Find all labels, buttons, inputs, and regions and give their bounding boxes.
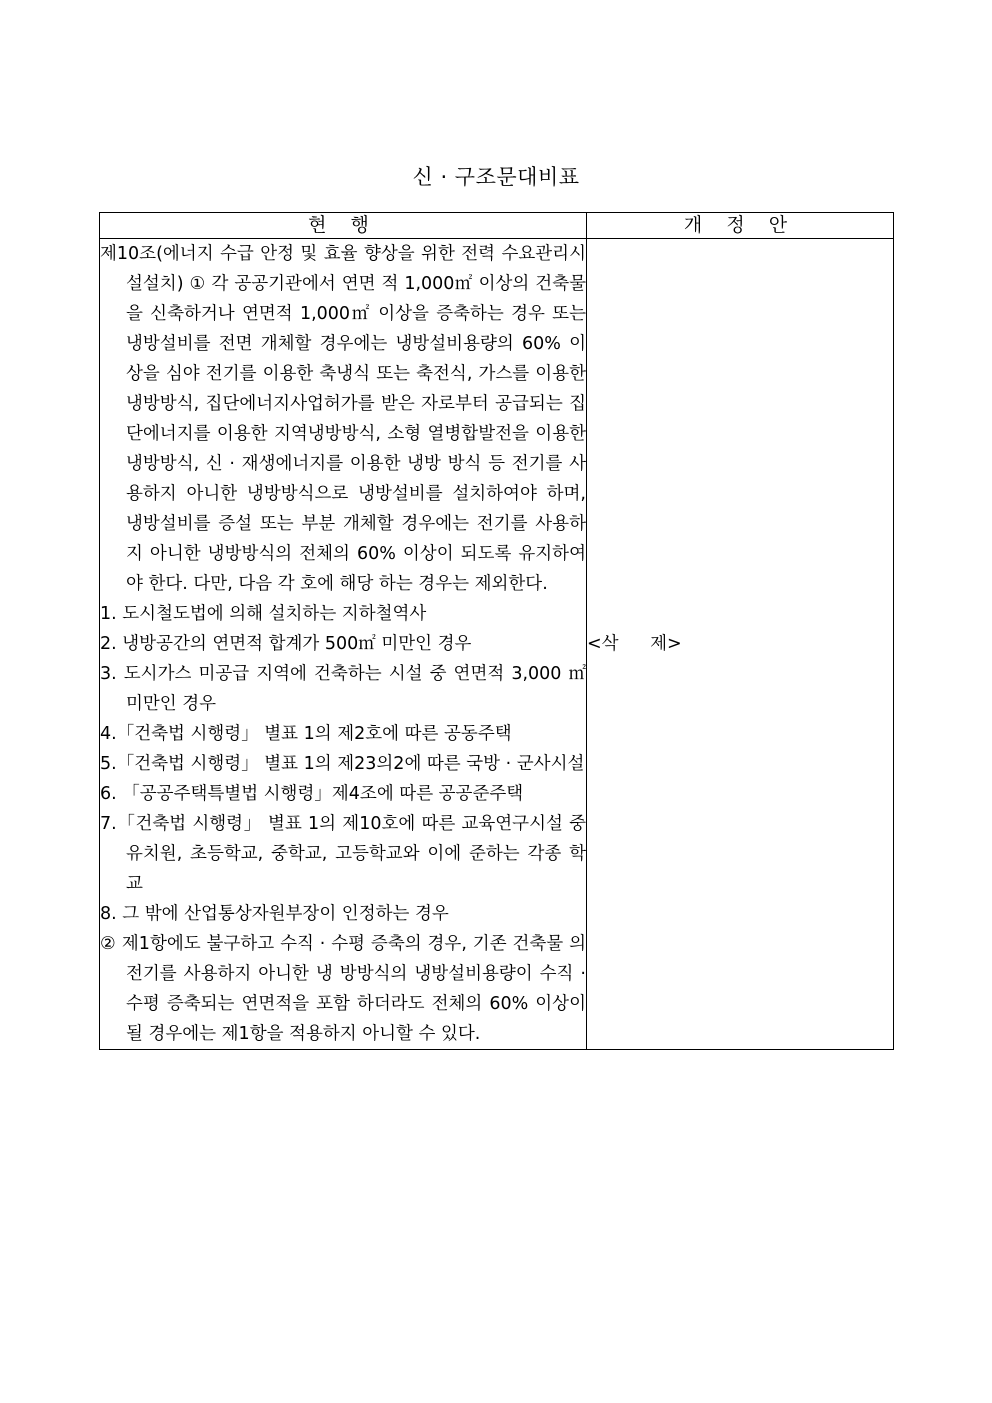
proposed-text-cell bbox=[587, 239, 894, 1050]
current-text-cell bbox=[100, 239, 587, 1050]
article-10-paragraph-1: 제10조(에너지 수급 안정 및 효율 향상을 위한 전력 수요관리시설설치) ① 각 공공기관에서 연면 적 1,000㎡ 이상의 건축물을 신축하거나 연면적 1,000㎡ 이상을 증축하는 경우 또는 냉방설비를 전면 개체할 경우에는 냉방설비용량의 60% 이상을 심야 전기를 이용한 축냉식 또는 축전식, 가스를 이용한 냉방방식, 집단에너지사업허가를 받은 자로부터 공급되는 집단에너지를 이용한 지역냉방방식, 소형 열병합발전을 이용한 냉방방식, 신 · 재생에너지를 이용한 냉방 방식 등 전기를 사용하지 아니한 냉방방식으로 냉방설비를 설치하여야 하며, 냉방설비를 증설 또는 부분 개체할 경우에는 전기를 사용하지 아니한 냉방방식의 전체의 60% 이상이 되도록 유지하여야 한다. 다만, 다음 각 호에 해당 하는 경우는 제외한다. bbox=[100, 244, 586, 594]
item-7: 7.「건축법 시행령」 별표 1의 제10호에 따른 교육연구시설 중 유치원, 초등학교, 중학교, 고등학교와 이에 준하는 각종 학교 bbox=[100, 814, 586, 894]
header-current: 현 행 bbox=[100, 213, 587, 239]
item-2: 2. 냉방공간의 연면적 합계가 500㎡ 미만인 경우 bbox=[100, 634, 472, 654]
article-10-paragraph-2: ② 제1항에도 불구하고 수직 · 수평 증축의 경우, 기존 건축물 의 전기를 사용하지 아니한 냉 방방식의 냉방설비용량이 수직 · 수평 증축되는 연면적을 포함 하더라도 전체의 60% 이상이 될 경우에는 제1항을 적용하지 아니할 수 있다. bbox=[100, 934, 586, 1044]
item-5: 5.「건축법 시행령」 별표 1의 제23의2에 따른 국방 · 군사시설 bbox=[100, 754, 585, 774]
comparison-table bbox=[99, 212, 894, 1050]
header-proposed: 개 정 안 bbox=[587, 213, 894, 239]
item-1: 1. 도시철도법에 의해 설치하는 지하철역사 bbox=[100, 604, 427, 624]
table-body-row bbox=[100, 239, 894, 1050]
item-4: 4.「건축법 시행령」 별표 1의 제2호에 따른 공동주택 bbox=[100, 724, 512, 744]
item-3: 3. 도시가스 미공급 지역에 건축하는 시설 중 연면적 3,000 ㎡ 미만인 경우 bbox=[100, 664, 586, 714]
document-title: 신 · 구조문대비표 bbox=[412, 165, 580, 189]
deleted-mark: <삭 제> bbox=[587, 634, 682, 654]
table-header-row bbox=[100, 213, 894, 239]
item-6: 6. 「공공주택특별법 시행령」제4조에 따른 공공준주택 bbox=[100, 784, 524, 804]
item-8: 8. 그 밖에 산업통상자원부장이 인정하는 경우 bbox=[100, 904, 449, 924]
